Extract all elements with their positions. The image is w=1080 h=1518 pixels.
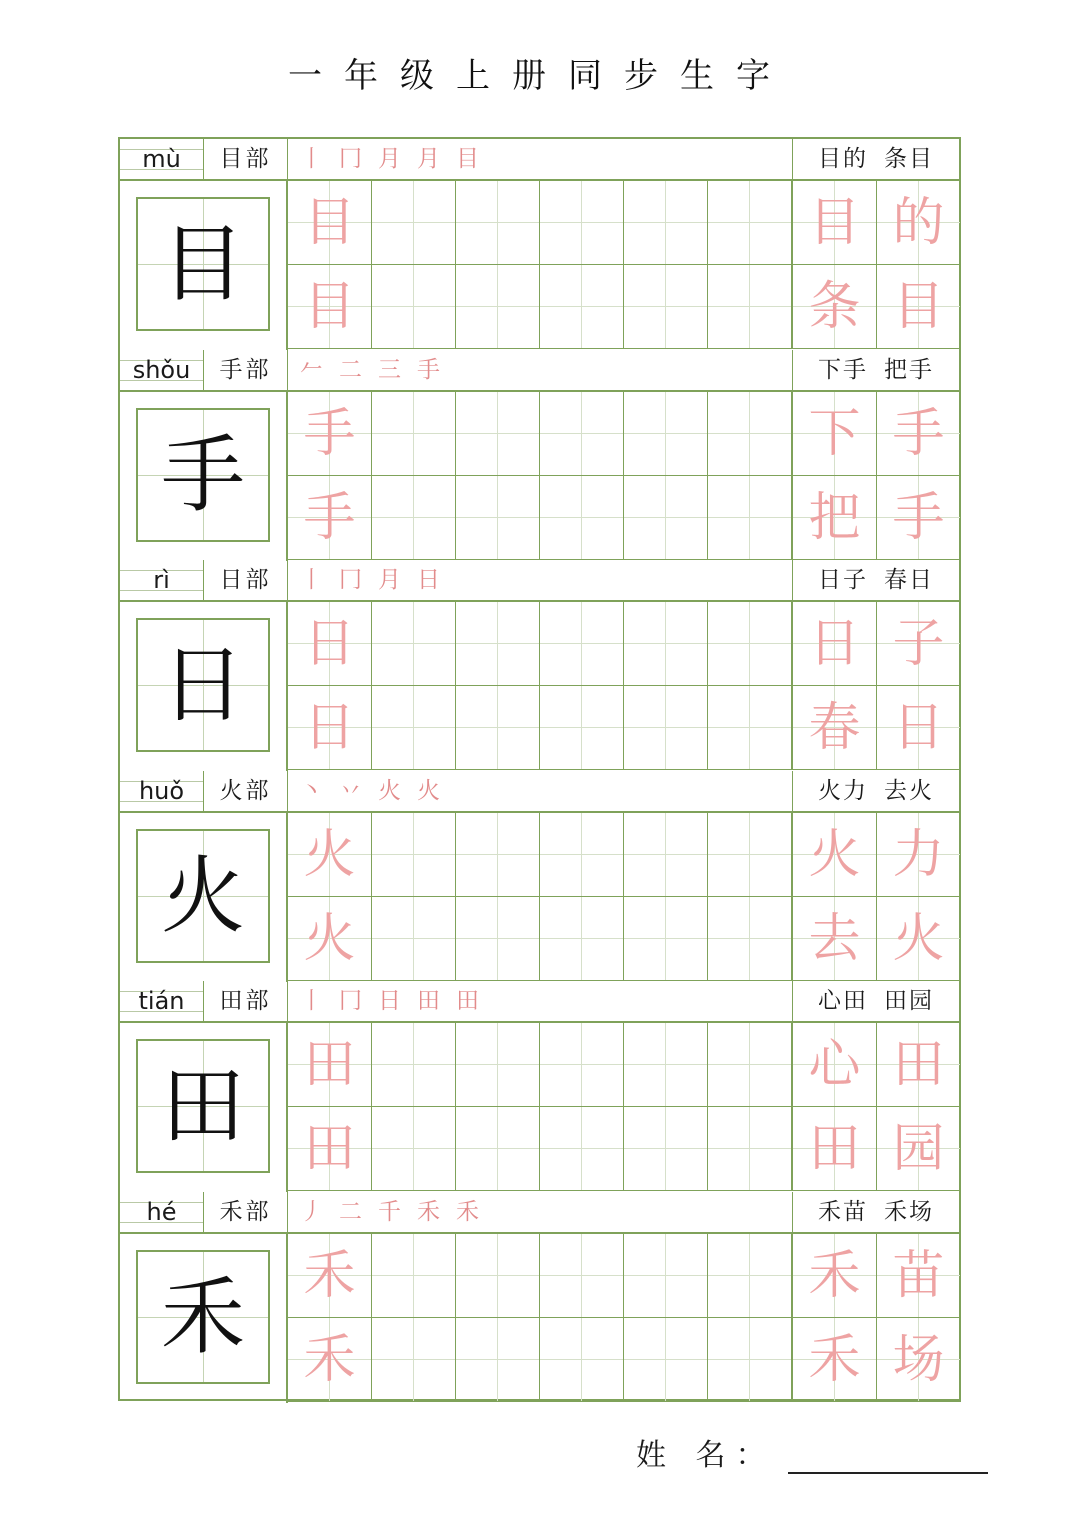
vocab-trace-character: 的 (892, 193, 945, 253)
radical-label: 禾部 (204, 1192, 288, 1232)
practice-cell[interactable] (540, 476, 624, 560)
vocab-trace-cell[interactable] (877, 181, 961, 265)
trace-character: 火 (303, 824, 356, 885)
practice-cell[interactable] (540, 1234, 624, 1318)
char-header (120, 350, 959, 392)
pinyin-label: tián (120, 981, 204, 1021)
vocab-grid (791, 1023, 961, 1191)
vocab-grid (791, 602, 961, 770)
vocab-word: 春日 (884, 567, 934, 593)
practice-cell[interactable] (456, 476, 540, 560)
model-character: 目 (160, 215, 245, 313)
name-label: 姓 名： (636, 1438, 776, 1473)
trace-character: 日 (303, 698, 356, 758)
vocab-trace-character: 子 (892, 614, 945, 674)
vocab-trace-character: 田 (808, 1119, 861, 1179)
vocab-word: 去火 (884, 777, 934, 804)
practice-cell[interactable] (708, 1023, 792, 1107)
vocab-trace-character: 手 (892, 487, 945, 548)
vocab-words (792, 771, 959, 811)
vocab-trace-cell[interactable] (877, 392, 961, 476)
vocab-word: 田园 (884, 988, 934, 1014)
vocab-word: 日子 (818, 567, 868, 593)
vocab-words (792, 560, 959, 600)
vocab-trace-cell[interactable] (793, 181, 877, 265)
radical-label: 火部 (204, 771, 288, 811)
char-header (120, 560, 959, 602)
char-block (120, 1192, 959, 1403)
vocab-trace-cell[interactable] (877, 602, 961, 686)
vocab-trace-character: 春 (808, 698, 861, 758)
stroke-step: 冂 (339, 146, 364, 172)
practice-cell[interactable] (708, 813, 792, 897)
practice-cell[interactable] (624, 392, 708, 476)
model-char-box (136, 1250, 270, 1384)
vocab-trace-character: 火 (808, 824, 861, 885)
stroke-order (300, 981, 495, 1021)
practice-cell[interactable] (624, 897, 708, 981)
practice-cell[interactable] (708, 392, 792, 476)
vocab-trace-character: 条 (808, 277, 861, 337)
trace-cell[interactable] (288, 265, 372, 349)
vocab-word: 下手 (818, 356, 868, 383)
trace-cell[interactable] (288, 1234, 372, 1318)
vocab-trace-cell[interactable] (793, 813, 877, 897)
stroke-step: 月 (378, 146, 403, 172)
stroke-step: 丶 (300, 777, 325, 804)
vocab-trace-character: 禾 (808, 1329, 861, 1390)
model-char-box (136, 408, 270, 542)
stroke-step: 二 (339, 1198, 364, 1225)
practice-grid (288, 813, 792, 981)
pinyin-label: huǒ (120, 771, 204, 811)
practice-cell[interactable] (456, 392, 540, 476)
practice-cell[interactable] (372, 1318, 456, 1402)
practice-grid (288, 181, 792, 349)
pinyin-label: rì (120, 560, 204, 600)
vocab-word: 禾场 (884, 1198, 934, 1225)
practice-cell[interactable] (456, 1023, 540, 1107)
vocab-trace-character: 把 (808, 487, 861, 548)
trace-character: 目 (303, 193, 356, 253)
vocab-trace-character: 园 (892, 1119, 945, 1179)
stroke-order (300, 139, 495, 179)
vocab-trace-character: 场 (892, 1329, 945, 1390)
practice-cell[interactable] (708, 1318, 792, 1402)
vocab-trace-character: 心 (808, 1035, 861, 1095)
radical-label: 目部 (204, 139, 288, 179)
vocab-trace-character: 力 (892, 824, 945, 885)
char-block (120, 139, 959, 350)
stroke-step: 禾 (417, 1198, 442, 1225)
trace-cell[interactable] (288, 181, 372, 265)
vocab-trace-cell[interactable] (877, 1023, 961, 1107)
vocab-trace-cell[interactable] (793, 686, 877, 770)
stroke-order (300, 560, 456, 600)
stroke-order (300, 771, 456, 811)
stroke-step: 丨 (300, 988, 325, 1014)
stroke-step: 冂 (339, 988, 364, 1014)
vocab-trace-cell[interactable] (793, 1107, 877, 1191)
vocab-trace-character: 目 (892, 277, 945, 337)
stroke-step: 丿 (300, 1198, 325, 1225)
trace-character: 田 (303, 1119, 356, 1179)
name-blank-line[interactable] (788, 1446, 988, 1474)
model-character: 手 (160, 425, 245, 524)
pinyin-label: shǒu (120, 350, 204, 390)
practice-cell[interactable] (708, 265, 792, 349)
stroke-step: 田 (417, 988, 442, 1014)
vocab-grid (791, 392, 961, 560)
trace-cell[interactable] (288, 1318, 372, 1402)
stroke-step: 千 (378, 1198, 403, 1225)
practice-cell[interactable] (624, 1107, 708, 1191)
vocab-trace-cell[interactable] (877, 1318, 961, 1402)
model-char-box (136, 1039, 270, 1173)
trace-character: 目 (303, 277, 356, 337)
practice-cell[interactable] (540, 392, 624, 476)
practice-cell[interactable] (624, 602, 708, 686)
practice-cell[interactable] (540, 265, 624, 349)
radical-label: 田部 (204, 981, 288, 1021)
practice-cell[interactable] (456, 265, 540, 349)
trace-cell[interactable] (288, 602, 372, 686)
practice-cell[interactable] (624, 686, 708, 770)
model-character: 火 (160, 846, 245, 945)
practice-cell[interactable] (456, 602, 540, 686)
practice-cell[interactable] (456, 1318, 540, 1402)
practice-cell[interactable] (372, 897, 456, 981)
practice-cell[interactable] (708, 686, 792, 770)
practice-cell[interactable] (624, 1023, 708, 1107)
practice-cell[interactable] (456, 813, 540, 897)
practice-cell[interactable] (372, 476, 456, 560)
char-header (120, 1192, 959, 1234)
char-header (120, 139, 959, 181)
practice-grid (288, 1023, 792, 1191)
practice-cell[interactable] (708, 897, 792, 981)
vocab-trace-character: 去 (808, 908, 861, 969)
vocab-trace-cell[interactable] (877, 813, 961, 897)
vocab-trace-cell[interactable] (793, 602, 877, 686)
char-block (120, 981, 959, 1192)
vocab-trace-cell[interactable] (793, 1234, 877, 1318)
trace-character: 火 (303, 908, 356, 969)
vocab-trace-cell[interactable] (793, 265, 877, 349)
stroke-step: 𠂉 (300, 356, 325, 383)
radical-label: 手部 (204, 350, 288, 390)
stroke-step: 二 (339, 356, 364, 383)
practice-cell[interactable] (708, 476, 792, 560)
char-header (120, 771, 959, 813)
pinyin-label: hé (120, 1192, 204, 1232)
vocab-trace-cell[interactable] (793, 476, 877, 560)
trace-character: 日 (303, 614, 356, 674)
model-character: 日 (160, 636, 245, 734)
model-character: 禾 (160, 1267, 245, 1366)
stroke-step: 日 (378, 988, 403, 1014)
vocab-words (792, 1192, 959, 1232)
practice-cell[interactable] (540, 181, 624, 265)
vocab-trace-cell[interactable] (793, 1023, 877, 1107)
trace-cell[interactable] (288, 686, 372, 770)
trace-character: 田 (303, 1035, 356, 1095)
trace-cell[interactable] (288, 897, 372, 981)
stroke-step: 禾 (456, 1198, 481, 1225)
radical-label: 日部 (204, 560, 288, 600)
practice-sheet (118, 137, 961, 1401)
stroke-step: 田 (456, 988, 481, 1014)
model-char-box (136, 618, 270, 752)
practice-cell[interactable] (708, 602, 792, 686)
practice-cell[interactable] (624, 813, 708, 897)
vocab-trace-cell[interactable] (877, 897, 961, 981)
vocab-trace-character: 苗 (892, 1245, 945, 1306)
practice-cell[interactable] (372, 392, 456, 476)
vocab-grid (791, 813, 961, 981)
trace-character: 手 (303, 487, 356, 548)
stroke-step: 月 (378, 567, 403, 593)
vocab-words (792, 139, 959, 179)
pinyin-label: mù (120, 139, 204, 179)
practice-cell[interactable] (624, 1234, 708, 1318)
vocab-trace-character: 日 (808, 614, 861, 674)
trace-character: 禾 (303, 1329, 356, 1390)
vocab-trace-cell[interactable] (793, 897, 877, 981)
practice-cell[interactable] (624, 1318, 708, 1402)
stroke-step: 月 (417, 146, 442, 172)
model-char-box (136, 829, 270, 963)
practice-cell[interactable] (372, 181, 456, 265)
practice-cell[interactable] (456, 897, 540, 981)
stroke-step: 火 (417, 777, 442, 804)
practice-cell[interactable] (540, 1107, 624, 1191)
practice-cell[interactable] (456, 686, 540, 770)
trace-cell[interactable] (288, 813, 372, 897)
practice-grid (288, 602, 792, 770)
vocab-word: 把手 (884, 356, 934, 383)
vocab-trace-cell[interactable] (793, 392, 877, 476)
practice-grid (288, 1234, 792, 1402)
practice-cell[interactable] (456, 1234, 540, 1318)
practice-cell[interactable] (540, 1318, 624, 1402)
vocab-grid (791, 1234, 961, 1402)
practice-cell[interactable] (540, 897, 624, 981)
vocab-word: 心田 (818, 988, 868, 1014)
char-block (120, 771, 959, 982)
stroke-order (300, 350, 456, 390)
stroke-step: 三 (378, 356, 403, 383)
vocab-word: 条目 (884, 146, 934, 172)
practice-cell[interactable] (540, 686, 624, 770)
vocab-words (792, 981, 959, 1021)
trace-character: 手 (303, 403, 356, 464)
vocab-trace-character: 手 (892, 403, 945, 464)
vocab-trace-cell[interactable] (877, 1234, 961, 1318)
vocab-trace-character: 下 (808, 403, 861, 464)
stroke-step: 丨 (300, 146, 325, 172)
trace-cell[interactable] (288, 1107, 372, 1191)
stroke-step: 手 (417, 356, 442, 383)
vocab-trace-character: 目 (808, 193, 861, 253)
practice-cell[interactable] (708, 181, 792, 265)
char-header (120, 981, 959, 1023)
practice-grid (288, 392, 792, 560)
practice-cell[interactable] (372, 1107, 456, 1191)
vocab-words (792, 350, 959, 390)
stroke-step: 冂 (339, 567, 364, 593)
vocab-word: 火力 (818, 777, 868, 804)
stroke-order (300, 1192, 495, 1232)
practice-cell[interactable] (624, 265, 708, 349)
stroke-step: 日 (417, 567, 442, 593)
vocab-trace-character: 日 (892, 698, 945, 758)
vocab-word: 目的 (818, 146, 868, 172)
name-field (636, 1430, 988, 1474)
model-char-box (136, 197, 270, 331)
practice-cell[interactable] (456, 1107, 540, 1191)
practice-cell[interactable] (624, 476, 708, 560)
practice-cell[interactable] (372, 602, 456, 686)
vocab-trace-character: 火 (892, 908, 945, 969)
vocab-trace-cell[interactable] (793, 1318, 877, 1402)
practice-cell[interactable] (624, 181, 708, 265)
model-character: 田 (160, 1057, 245, 1155)
trace-character: 禾 (303, 1245, 356, 1306)
stroke-step: 丷 (339, 777, 364, 804)
vocab-trace-cell[interactable] (877, 686, 961, 770)
practice-cell[interactable] (708, 1234, 792, 1318)
vocab-grid (791, 181, 961, 349)
practice-cell[interactable] (540, 602, 624, 686)
vocab-word: 禾苗 (818, 1198, 868, 1225)
practice-cell[interactable] (372, 813, 456, 897)
practice-cell[interactable] (540, 813, 624, 897)
trace-cell[interactable] (288, 476, 372, 560)
vocab-trace-cell[interactable] (877, 1107, 961, 1191)
char-block (120, 560, 959, 771)
char-block (120, 350, 959, 561)
vocab-trace-cell[interactable] (877, 265, 961, 349)
practice-cell[interactable] (372, 1023, 456, 1107)
practice-cell[interactable] (456, 181, 540, 265)
practice-cell[interactable] (708, 1107, 792, 1191)
vocab-trace-cell[interactable] (877, 476, 961, 560)
stroke-step: 目 (456, 146, 481, 172)
vocab-trace-character: 禾 (808, 1245, 861, 1306)
practice-cell[interactable] (540, 1023, 624, 1107)
stroke-step: 火 (378, 777, 403, 804)
page-title: 一年级上册同步生字 (288, 56, 792, 96)
trace-cell[interactable] (288, 392, 372, 476)
trace-cell[interactable] (288, 1023, 372, 1107)
vocab-trace-character: 田 (892, 1035, 945, 1095)
practice-cell[interactable] (372, 1234, 456, 1318)
practice-cell[interactable] (372, 265, 456, 349)
practice-cell[interactable] (372, 686, 456, 770)
stroke-step: 丨 (300, 567, 325, 593)
